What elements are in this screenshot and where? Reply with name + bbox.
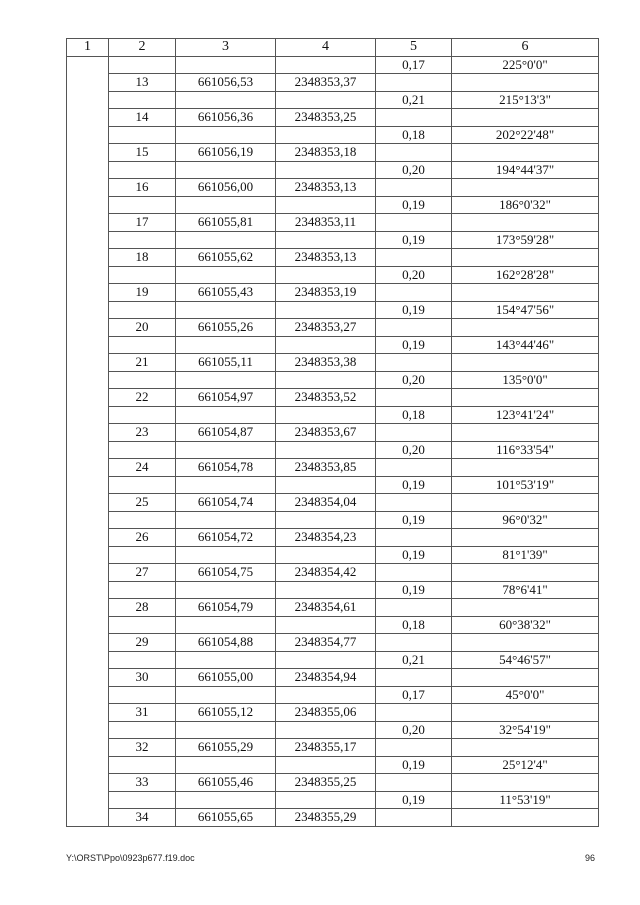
empty-cell xyxy=(376,144,452,162)
point-row xyxy=(67,529,599,547)
empty-cell xyxy=(176,371,276,389)
empty-cell xyxy=(276,161,376,179)
segment-length: 0,18 xyxy=(376,406,452,424)
point-number: 26 xyxy=(109,529,176,547)
point-number: 31 xyxy=(109,704,176,722)
segment-length: 0,19 xyxy=(376,476,452,494)
point-y: 2348353,37 xyxy=(276,74,376,92)
segment-angle: 135°0'0" xyxy=(452,371,599,389)
point-x: 661055,62 xyxy=(176,249,276,267)
segment-length: 0,19 xyxy=(376,546,452,564)
segment-row xyxy=(67,266,599,284)
segment-length: 0,19 xyxy=(376,791,452,809)
point-x: 661056,36 xyxy=(176,109,276,127)
segment-length: 0,17 xyxy=(376,56,452,74)
empty-cell xyxy=(276,126,376,144)
empty-cell xyxy=(276,56,376,74)
empty-cell xyxy=(452,109,599,127)
empty-cell xyxy=(176,231,276,249)
segment-angle: 32°54'19" xyxy=(452,721,599,739)
empty-cell xyxy=(276,686,376,704)
empty-cell xyxy=(276,371,376,389)
point-row xyxy=(67,319,599,337)
point-number: 20 xyxy=(109,319,176,337)
column-header-6: 6 xyxy=(452,39,599,57)
empty-cell xyxy=(376,74,452,92)
segment-angle: 143°44'46" xyxy=(452,336,599,354)
empty-cell xyxy=(452,144,599,162)
point-x: 661055,00 xyxy=(176,669,276,687)
segment-row xyxy=(67,546,599,564)
segment-length: 0,20 xyxy=(376,371,452,389)
empty-cell xyxy=(109,56,176,74)
point-row xyxy=(67,109,599,127)
point-x: 661055,65 xyxy=(176,809,276,827)
empty-cell xyxy=(109,791,176,809)
empty-cell xyxy=(109,441,176,459)
segment-length: 0,19 xyxy=(376,336,452,354)
empty-cell xyxy=(452,529,599,547)
point-y: 2348355,29 xyxy=(276,809,376,827)
point-x: 661054,87 xyxy=(176,424,276,442)
point-y: 2348353,38 xyxy=(276,354,376,372)
segment-angle: 173°59'28" xyxy=(452,231,599,249)
empty-cell xyxy=(176,266,276,284)
segment-row xyxy=(67,686,599,704)
point-x: 661055,12 xyxy=(176,704,276,722)
empty-cell xyxy=(176,791,276,809)
point-x: 661054,75 xyxy=(176,564,276,582)
empty-cell xyxy=(376,214,452,232)
segment-row xyxy=(67,336,599,354)
empty-cell xyxy=(452,459,599,477)
segment-length: 0,19 xyxy=(376,511,452,529)
point-x: 661056,19 xyxy=(176,144,276,162)
empty-cell xyxy=(452,284,599,302)
empty-cell xyxy=(376,809,452,827)
empty-cell xyxy=(109,651,176,669)
empty-cell xyxy=(109,476,176,494)
empty-cell xyxy=(176,476,276,494)
empty-cell xyxy=(376,669,452,687)
segment-angle: 78°6'41" xyxy=(452,581,599,599)
empty-cell xyxy=(176,651,276,669)
segment-angle: 123°41'24" xyxy=(452,406,599,424)
segment-row xyxy=(67,231,599,249)
header-row xyxy=(67,39,599,57)
point-number: 19 xyxy=(109,284,176,302)
empty-cell xyxy=(276,651,376,669)
page-number: 96 xyxy=(584,853,595,863)
point-y: 2348355,17 xyxy=(276,739,376,757)
point-row xyxy=(67,494,599,512)
empty-cell xyxy=(276,756,376,774)
point-y: 2348355,25 xyxy=(276,774,376,792)
segment-angle: 25°12'4" xyxy=(452,756,599,774)
segment-length: 0,19 xyxy=(376,581,452,599)
segment-angle: 225°0'0" xyxy=(452,56,599,74)
point-x: 661055,26 xyxy=(176,319,276,337)
segment-row xyxy=(67,441,599,459)
segment-row xyxy=(67,56,599,74)
column-header-2: 2 xyxy=(109,39,176,57)
empty-cell xyxy=(276,721,376,739)
point-row xyxy=(67,354,599,372)
empty-cell xyxy=(276,406,376,424)
segment-angle: 154°47'56" xyxy=(452,301,599,319)
segment-row xyxy=(67,721,599,739)
segment-angle: 45°0'0" xyxy=(452,686,599,704)
segment-length: 0,19 xyxy=(376,231,452,249)
segment-angle: 54°46'57" xyxy=(452,651,599,669)
segment-angle: 116°33'54" xyxy=(452,441,599,459)
empty-cell xyxy=(176,581,276,599)
empty-cell xyxy=(109,686,176,704)
empty-cell xyxy=(176,301,276,319)
point-x: 661056,53 xyxy=(176,74,276,92)
point-y: 2348353,13 xyxy=(276,249,376,267)
segment-angle: 60°38'32" xyxy=(452,616,599,634)
segment-row xyxy=(67,581,599,599)
empty-cell xyxy=(109,721,176,739)
segment-row xyxy=(67,371,599,389)
column-header-5: 5 xyxy=(376,39,452,57)
point-row xyxy=(67,459,599,477)
point-number: 32 xyxy=(109,739,176,757)
segment-angle: 202°22'48" xyxy=(452,126,599,144)
point-y: 2348354,23 xyxy=(276,529,376,547)
empty-cell xyxy=(176,546,276,564)
empty-cell xyxy=(176,441,276,459)
point-number: 25 xyxy=(109,494,176,512)
empty-cell xyxy=(109,756,176,774)
empty-cell xyxy=(376,109,452,127)
point-y: 2348354,61 xyxy=(276,599,376,617)
empty-cell xyxy=(176,616,276,634)
empty-cell xyxy=(376,354,452,372)
empty-cell xyxy=(376,739,452,757)
segment-angle: 162°28'28" xyxy=(452,266,599,284)
empty-cell xyxy=(376,389,452,407)
empty-cell xyxy=(176,56,276,74)
empty-cell xyxy=(452,669,599,687)
empty-cell xyxy=(452,809,599,827)
point-number: 18 xyxy=(109,249,176,267)
point-x: 661054,78 xyxy=(176,459,276,477)
empty-cell xyxy=(176,336,276,354)
segment-angle: 194°44'37" xyxy=(452,161,599,179)
empty-cell xyxy=(376,284,452,302)
point-row xyxy=(67,389,599,407)
empty-cell xyxy=(176,406,276,424)
empty-cell xyxy=(452,179,599,197)
segment-row xyxy=(67,791,599,809)
point-x: 661054,79 xyxy=(176,599,276,617)
empty-cell xyxy=(176,511,276,529)
point-row xyxy=(67,179,599,197)
empty-cell xyxy=(109,231,176,249)
point-number: 29 xyxy=(109,634,176,652)
point-number: 13 xyxy=(109,74,176,92)
point-row xyxy=(67,809,599,827)
point-row xyxy=(67,564,599,582)
point-x: 661055,11 xyxy=(176,354,276,372)
empty-cell xyxy=(376,774,452,792)
point-x: 661054,97 xyxy=(176,389,276,407)
segment-angle: 96°0'32" xyxy=(452,511,599,529)
point-row xyxy=(67,74,599,92)
point-row xyxy=(67,774,599,792)
segment-angle: 11°53'19" xyxy=(452,791,599,809)
empty-cell xyxy=(176,686,276,704)
point-row xyxy=(67,214,599,232)
segment-row xyxy=(67,126,599,144)
point-y: 2348354,42 xyxy=(276,564,376,582)
segment-length: 0,19 xyxy=(376,301,452,319)
empty-cell xyxy=(276,476,376,494)
point-x: 661054,72 xyxy=(176,529,276,547)
point-y: 2348353,52 xyxy=(276,389,376,407)
point-number: 23 xyxy=(109,424,176,442)
point-number: 27 xyxy=(109,564,176,582)
point-y: 2348355,06 xyxy=(276,704,376,722)
empty-cell xyxy=(109,301,176,319)
empty-cell xyxy=(276,616,376,634)
segment-length: 0,17 xyxy=(376,686,452,704)
empty-cell xyxy=(376,704,452,722)
empty-cell xyxy=(109,336,176,354)
empty-cell xyxy=(376,179,452,197)
empty-cell xyxy=(276,336,376,354)
empty-cell xyxy=(276,441,376,459)
column-header-1: 1 xyxy=(67,39,109,57)
empty-cell xyxy=(376,564,452,582)
empty-cell xyxy=(276,231,376,249)
empty-cell xyxy=(276,791,376,809)
point-y: 2348354,77 xyxy=(276,634,376,652)
segment-angle: 186°0'32" xyxy=(452,196,599,214)
point-number: 14 xyxy=(109,109,176,127)
empty-cell xyxy=(376,319,452,337)
empty-cell xyxy=(452,704,599,722)
empty-cell xyxy=(452,564,599,582)
segment-row xyxy=(67,406,599,424)
empty-cell xyxy=(452,74,599,92)
segment-angle: 101°53'19" xyxy=(452,476,599,494)
segment-row xyxy=(67,616,599,634)
empty-cell xyxy=(452,774,599,792)
empty-cell xyxy=(109,196,176,214)
segment-length: 0,21 xyxy=(376,651,452,669)
point-row xyxy=(67,739,599,757)
point-row xyxy=(67,634,599,652)
point-row xyxy=(67,599,599,617)
segment-length: 0,18 xyxy=(376,616,452,634)
empty-cell xyxy=(376,494,452,512)
empty-cell xyxy=(176,91,276,109)
empty-cell xyxy=(452,214,599,232)
point-y: 2348353,85 xyxy=(276,459,376,477)
empty-cell xyxy=(109,581,176,599)
point-y: 2348354,94 xyxy=(276,669,376,687)
empty-cell xyxy=(109,546,176,564)
segment-row xyxy=(67,91,599,109)
empty-cell xyxy=(452,319,599,337)
point-number: 15 xyxy=(109,144,176,162)
segment-length: 0,18 xyxy=(376,126,452,144)
point-number: 22 xyxy=(109,389,176,407)
empty-cell xyxy=(109,161,176,179)
empty-cell xyxy=(452,634,599,652)
empty-cell xyxy=(452,424,599,442)
point-number: 33 xyxy=(109,774,176,792)
column-1-cell xyxy=(67,56,109,826)
empty-cell xyxy=(109,406,176,424)
empty-cell xyxy=(276,266,376,284)
empty-cell xyxy=(376,424,452,442)
segment-length: 0,19 xyxy=(376,196,452,214)
empty-cell xyxy=(276,546,376,564)
empty-cell xyxy=(176,721,276,739)
segment-length: 0,20 xyxy=(376,441,452,459)
point-row xyxy=(67,424,599,442)
empty-cell xyxy=(276,581,376,599)
point-y: 2348353,27 xyxy=(276,319,376,337)
empty-cell xyxy=(452,389,599,407)
point-x: 661054,88 xyxy=(176,634,276,652)
point-x: 661054,74 xyxy=(176,494,276,512)
point-x: 661055,81 xyxy=(176,214,276,232)
point-number: 28 xyxy=(109,599,176,617)
footer-file-path: Y:\ORST\Ppo\0923p677.f19.doc xyxy=(66,853,195,863)
segment-length: 0,19 xyxy=(376,756,452,774)
empty-cell xyxy=(176,756,276,774)
point-y: 2348354,04 xyxy=(276,494,376,512)
empty-cell xyxy=(376,249,452,267)
point-row xyxy=(67,704,599,722)
empty-cell xyxy=(376,599,452,617)
segment-length: 0,21 xyxy=(376,91,452,109)
empty-cell xyxy=(276,511,376,529)
segment-row xyxy=(67,161,599,179)
segment-row xyxy=(67,651,599,669)
empty-cell xyxy=(452,354,599,372)
point-row xyxy=(67,669,599,687)
column-header-4: 4 xyxy=(276,39,376,57)
point-x: 661055,46 xyxy=(176,774,276,792)
point-x: 661056,00 xyxy=(176,179,276,197)
point-x: 661055,29 xyxy=(176,739,276,757)
empty-cell xyxy=(376,459,452,477)
point-number: 34 xyxy=(109,809,176,827)
point-number: 17 xyxy=(109,214,176,232)
point-y: 2348353,11 xyxy=(276,214,376,232)
point-number: 21 xyxy=(109,354,176,372)
empty-cell xyxy=(452,599,599,617)
point-number: 16 xyxy=(109,179,176,197)
column-header-3: 3 xyxy=(176,39,276,57)
empty-cell xyxy=(109,266,176,284)
point-y: 2348353,67 xyxy=(276,424,376,442)
point-row xyxy=(67,144,599,162)
segment-row xyxy=(67,476,599,494)
empty-cell xyxy=(276,301,376,319)
segment-length: 0,20 xyxy=(376,721,452,739)
coordinates-table xyxy=(66,38,599,827)
segment-angle: 81°1'39" xyxy=(452,546,599,564)
empty-cell xyxy=(109,616,176,634)
empty-cell xyxy=(452,494,599,512)
empty-cell xyxy=(176,161,276,179)
point-row xyxy=(67,249,599,267)
empty-cell xyxy=(109,91,176,109)
point-y: 2348353,13 xyxy=(276,179,376,197)
segment-row xyxy=(67,301,599,319)
point-y: 2348353,25 xyxy=(276,109,376,127)
empty-cell xyxy=(176,126,276,144)
empty-cell xyxy=(276,91,376,109)
empty-cell xyxy=(109,126,176,144)
segment-length: 0,20 xyxy=(376,266,452,284)
point-y: 2348353,18 xyxy=(276,144,376,162)
segment-row xyxy=(67,196,599,214)
segment-length: 0,20 xyxy=(376,161,452,179)
empty-cell xyxy=(376,529,452,547)
point-y: 2348353,19 xyxy=(276,284,376,302)
empty-cell xyxy=(276,196,376,214)
empty-cell xyxy=(109,511,176,529)
empty-cell xyxy=(452,249,599,267)
segment-row xyxy=(67,511,599,529)
table-body xyxy=(67,56,599,826)
segment-row xyxy=(67,756,599,774)
empty-cell xyxy=(176,196,276,214)
empty-cell xyxy=(452,739,599,757)
segment-angle: 215°13'3" xyxy=(452,91,599,109)
point-number: 30 xyxy=(109,669,176,687)
point-number: 24 xyxy=(109,459,176,477)
point-row xyxy=(67,284,599,302)
empty-cell xyxy=(376,634,452,652)
empty-cell xyxy=(109,371,176,389)
point-x: 661055,43 xyxy=(176,284,276,302)
